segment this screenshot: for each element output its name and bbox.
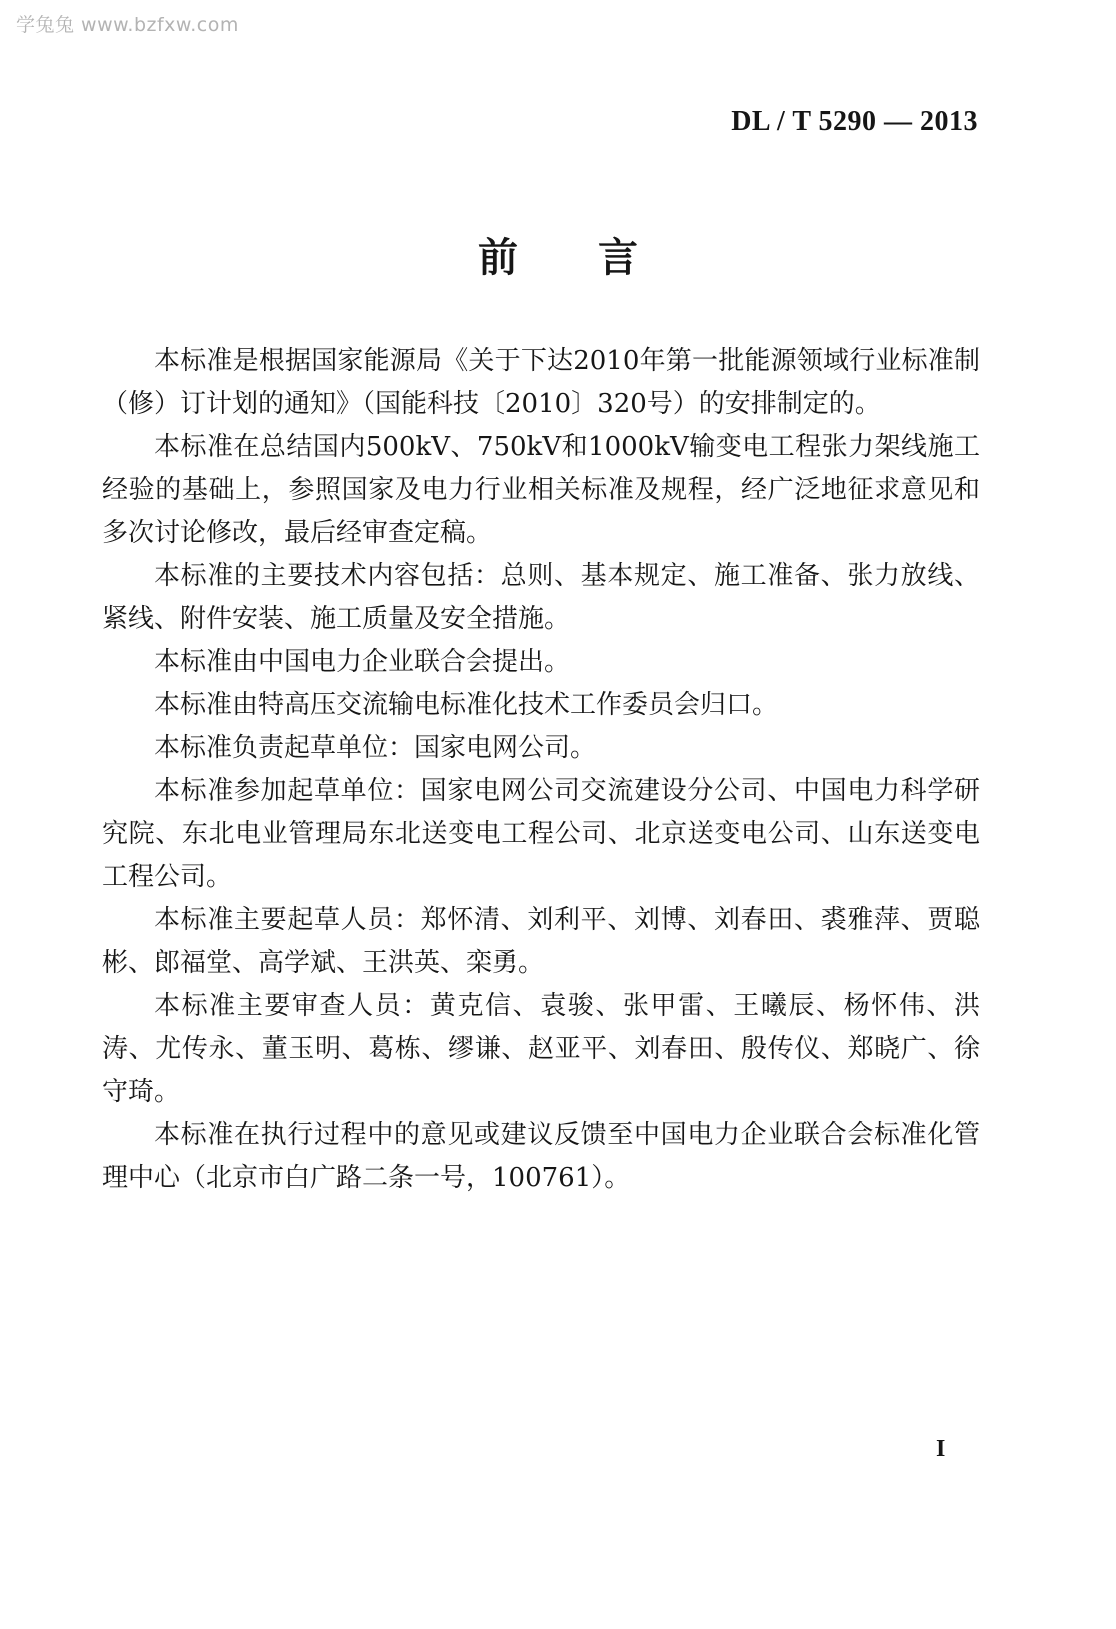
- page-title: 前言: [478, 234, 718, 281]
- paragraph-basis: 本标准是根据国家能源局《关于下达2010年第一批能源领域行业标准制（修）订计划的通知》（国能科技〔2010〕320号）的安排制定的。: [102, 346, 980, 419]
- document-code: DL / T 5290 — 2013: [731, 106, 978, 137]
- paragraph-participating-drafters: 本标准参加起草单位：国家电网公司交流建设分公司、中国电力科学研究院、东北电业管理局东北送变电工程公司、北京送变电公司、山东送变电工程公司。: [102, 776, 980, 892]
- paragraph-lead-drafter: 本标准负责起草单位：国家电网公司。: [154, 733, 597, 763]
- watermark: 学兔兔 www.bzfxw.com: [16, 14, 239, 36]
- foreword-body: [102, 340, 980, 1200]
- paragraph-proposer: 本标准由中国电力企业联合会提出。: [154, 647, 571, 677]
- page-number: I: [936, 1436, 946, 1462]
- paragraph-administrator: 本标准由特高压交流输电标准化技术工作委员会归口。: [154, 690, 779, 720]
- paragraph-main-reviewers: 本标准主要审查人员：黄克信、袁骏、张甲雷、王曦辰、杨怀伟、洪涛、尤传永、董玉明、葛栋、缪谦、赵亚平、刘春田、殷传仪、郑晓广、徐守琦。: [102, 991, 980, 1107]
- paragraph-main-drafters: 本标准主要起草人员：郑怀清、刘利平、刘博、刘春田、裘雅萍、贾聪彬、郎福堂、高学斌、王洪英、栾勇。: [102, 905, 980, 978]
- paragraph-summary: 本标准在总结国内500kV、750kV和1000kV输变电工程张力架线施工经验的基础上，参照国家及电力行业相关标准及规程，经广泛地征求意见和多次讨论修改，最后经审查定稿。: [102, 432, 980, 548]
- paragraph-feedback: 本标准在执行过程中的意见或建议反馈至中国电力企业联合会标准化管理中心（北京市白广路二条一号，100761）。: [102, 1120, 980, 1193]
- paragraph-technical-content: 本标准的主要技术内容包括：总则、基本规定、施工准备、张力放线、紧线、附件安装、施工质量及安全措施。: [102, 561, 980, 634]
